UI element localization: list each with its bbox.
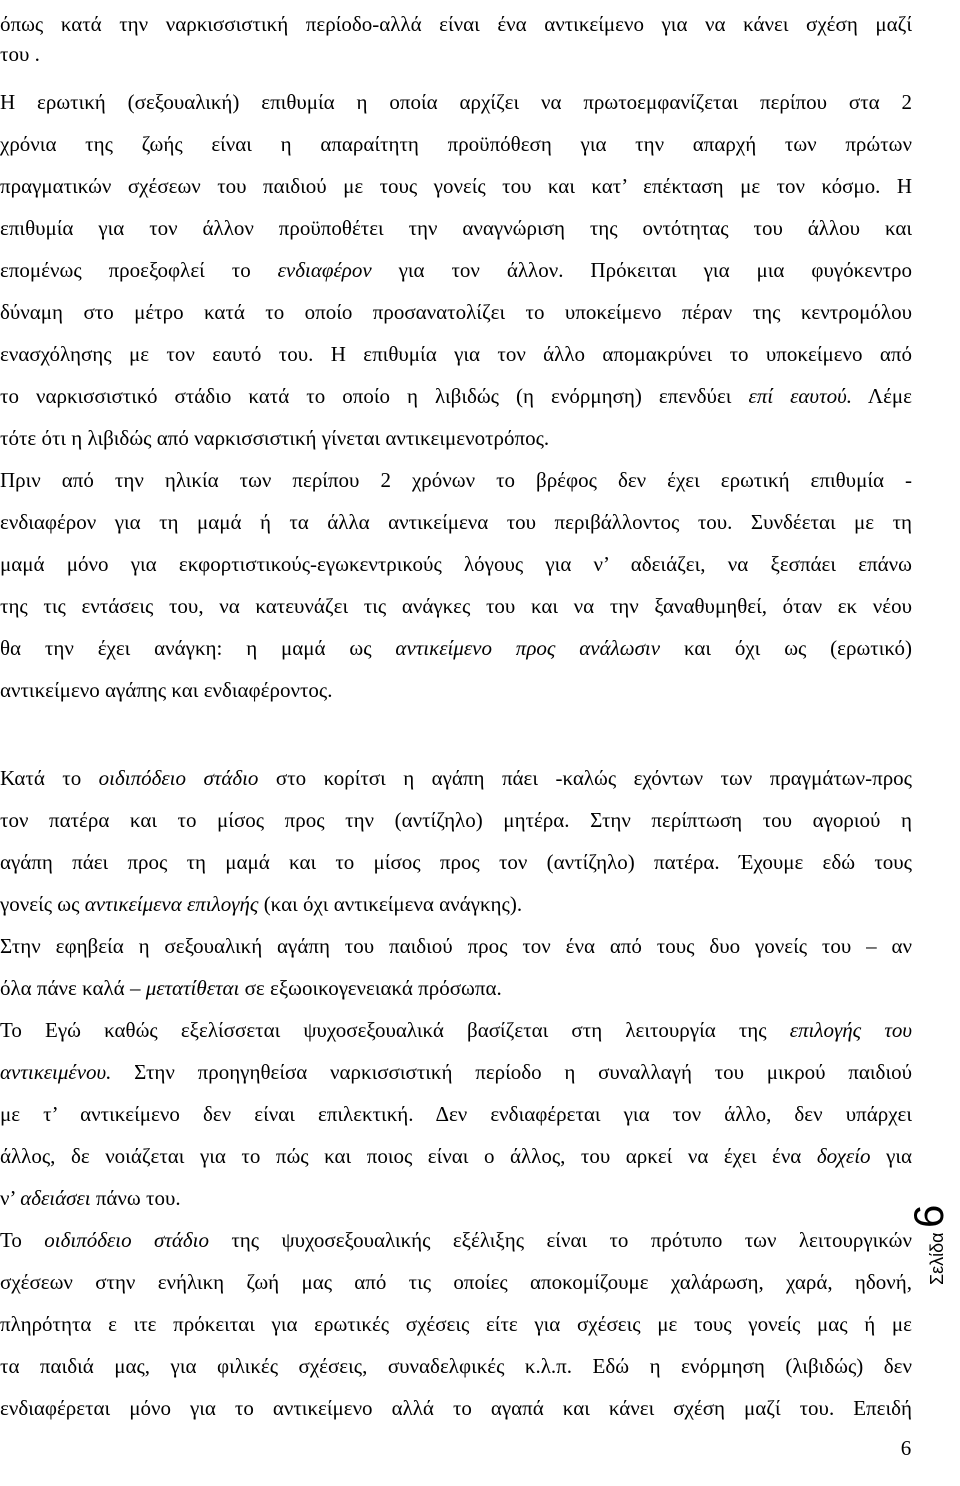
text-run: ν’ xyxy=(0,1186,21,1210)
text-line: δύναμη στο μέτρο κατά το οποίο προσανατολίζει το υποκείμενο πέραν της κεντρομόλου xyxy=(0,300,912,324)
text-line xyxy=(0,1016,912,1044)
text-line xyxy=(0,1142,912,1170)
text-run: Το xyxy=(0,1228,45,1252)
text-line: με τ’ αντικείμενο δεν είναι επιλεκτική. Δεν ενδιαφέρεται για τον άλλο, δεν υπάρχει xyxy=(0,1102,912,1126)
text-line: Στην εφηβεία η σεξουαλική αγάπη του παιδιού προς τον ένα από τους δυο γονείς του – αν xyxy=(0,934,912,958)
text-run: σε εξωοικογενειακά πρόσωπα. xyxy=(239,976,502,1000)
text-line xyxy=(0,256,912,284)
text-line: όπως κατά την ναρκισσιστική περίοδο-αλλά είναι ένα αντικείμενο για να κάνει σχέση μαζί xyxy=(0,12,912,36)
emphasis-text: οιδιπόδειο στάδιο xyxy=(44,1228,209,1252)
text-run: για τον άλλον. Πρόκειται για μια φυγόκεντρο xyxy=(371,258,912,282)
emphasis-text: δοχείο xyxy=(816,1144,871,1168)
text-run: όλα πάνε καλά – xyxy=(0,976,146,1000)
emphasis-text: αντικείμενα επιλογής xyxy=(84,892,259,916)
text-run: και όχι ως (ερωτικό) xyxy=(660,636,913,660)
page-number: 6 xyxy=(900,1436,912,1460)
text-run: γονείς ως xyxy=(0,892,85,916)
text-run: θα την έχει ανάγκη: η μαμά ως xyxy=(0,636,396,660)
text-line: πληρότητα ε ιτε πρόκειται για ερωτικές σχέσεις είτε για σχέσεις με τους γονείς μας ή με xyxy=(0,1312,912,1336)
text-line: σχέσεων στην ενήλικη ζωή μας από τις οποίες αποκομίζουμε χαλάρωση, χαρά, ηδονή, xyxy=(0,1270,912,1294)
emphasis-text: οιδιπόδειο στάδιο xyxy=(98,766,259,790)
emphasis-text: αντικειμένου. xyxy=(0,1060,112,1084)
text-run: Λέμε xyxy=(851,384,912,408)
text-run: άλλος, δε νοιάζεται για το πώς και ποιος είναι ο άλλος, του αρκεί να έχει ένα xyxy=(0,1144,817,1168)
text-line: Η ερωτική (σεξουαλική) επιθυμία η οποία αρχίζει να πρωτοεμφανίζεται περίπου στα 2 xyxy=(0,90,912,114)
text-line: Πριν από την ηλικία των περίπου 2 χρόνων το βρέφος δεν έχει ερωτική επιθυμία - xyxy=(0,468,912,492)
emphasis-text: αδειάσει xyxy=(20,1186,91,1210)
text-line xyxy=(0,890,912,918)
text-line: ενδιαφέρεται μόνο για το αντικείμενο αλλά το αγαπά και κάνει σχέση μαζί του. Επειδή xyxy=(0,1396,912,1420)
text-run: Κατά το xyxy=(0,766,99,790)
text-run: στο κορίτσι η αγάπη πάει -καλώς εχόντων των πραγμάτων-προς xyxy=(258,766,912,790)
text-line: τον πατέρα και το μίσος προς την (αντίζηλο) μητέρα. Στην περίπτωση του αγοριού η xyxy=(0,808,912,832)
text-line: τότε ότι η λιβιδώς από ναρκισσιστική γίνεται αντικειμενοτρόπος. xyxy=(0,426,550,450)
text-run: το ναρκισσιστικό στάδιο κατά το οποίο η λιβιδώς (η ενόρμηση) επενδύει xyxy=(0,384,749,408)
text-line xyxy=(0,1184,912,1212)
emphasis-text: αντικείμενο προς ανάλωσιν xyxy=(395,636,661,660)
text-line xyxy=(0,1058,912,1086)
text-line: επιθυμία για τον άλλον προϋποθέτει την αναγνώριση της οντότητας του άλλου και xyxy=(0,216,912,240)
text-line xyxy=(0,634,912,662)
text-line: αντικείμενο αγάπης και ενδιαφέροντος. xyxy=(0,678,333,702)
text-line: τα παιδιά μας, για φιλικές σχέσεις, συναδελφικές κ.λ.π. Εδώ η ενόρμηση (λιβιδώς) δεν xyxy=(0,1354,912,1378)
emphasis-text: μετατίθεται xyxy=(145,976,240,1000)
text-line: αγάπη πάει προς τη μαμά και το μίσος προς τον (αντίζηλο) πατέρα. Έχουμε εδώ τους xyxy=(0,850,912,874)
text-line: χρόνια της ζωής είναι η απαραίτητη προϋπόθεση για την απαρχή των πρώτων xyxy=(0,132,912,156)
text-line xyxy=(0,1226,912,1254)
text-line: του . xyxy=(0,42,40,66)
text-line xyxy=(0,382,912,410)
emphasis-text: επιλογής του xyxy=(789,1018,912,1042)
text-line: ενδιαφέρον για τη μαμά ή τα άλλα αντικείμενα του περιβάλλοντος του. Συνδέεται με τη xyxy=(0,510,912,534)
text-run: Το Εγώ καθώς εξελίσσεται ψυχοσεξουαλικά βασίζεται στη λειτουργία της xyxy=(0,1018,790,1042)
text-line: πραγματικών σχέσεων του παιδιού με τους γονείς του και κατ’ επέκταση με τον κόσμο. Η xyxy=(0,174,912,198)
emphasis-text: ενδιαφέρον xyxy=(277,258,372,282)
text-line xyxy=(0,974,912,1002)
text-run: επομένως προεξοφλεί το xyxy=(0,258,278,282)
text-run: για xyxy=(870,1144,913,1168)
text-line: της τις εντάσεις του, να κατευνάζει τις ανάγκες του και να την ξαναθυμηθεί, όταν εκ νέου xyxy=(0,594,912,618)
side-page-number: 6 xyxy=(905,1204,952,1228)
text-line: ενασχόλησης με τον εαυτό του. Η επιθυμία για τον άλλο απομακρύνει το υποκείμενο από xyxy=(0,342,912,366)
side-page-word: Σελίδα xyxy=(927,1232,947,1285)
text-run: (και όχι αντικείμενα ανάγκης). xyxy=(258,892,523,916)
text-run: πάνω του. xyxy=(90,1186,181,1210)
text-run: Στην προηγηθείσα ναρκισσιστική περίοδο η συναλλαγή του μικρού παιδιού xyxy=(111,1060,912,1084)
text-line: μαμά μόνο για εκφορτιστικούς-εγωκεντρικούς λόγους για ν’ αδειάζει, να ξεσπάει επάνω xyxy=(0,552,912,576)
emphasis-text: επί εαυτού. xyxy=(748,384,852,408)
text-run: της ψυχοσεξουαλικής εξέλιξης είναι το πρότυπο των λειτουργικών xyxy=(208,1228,912,1252)
side-page-label xyxy=(905,1204,958,1285)
text-line xyxy=(0,764,912,792)
